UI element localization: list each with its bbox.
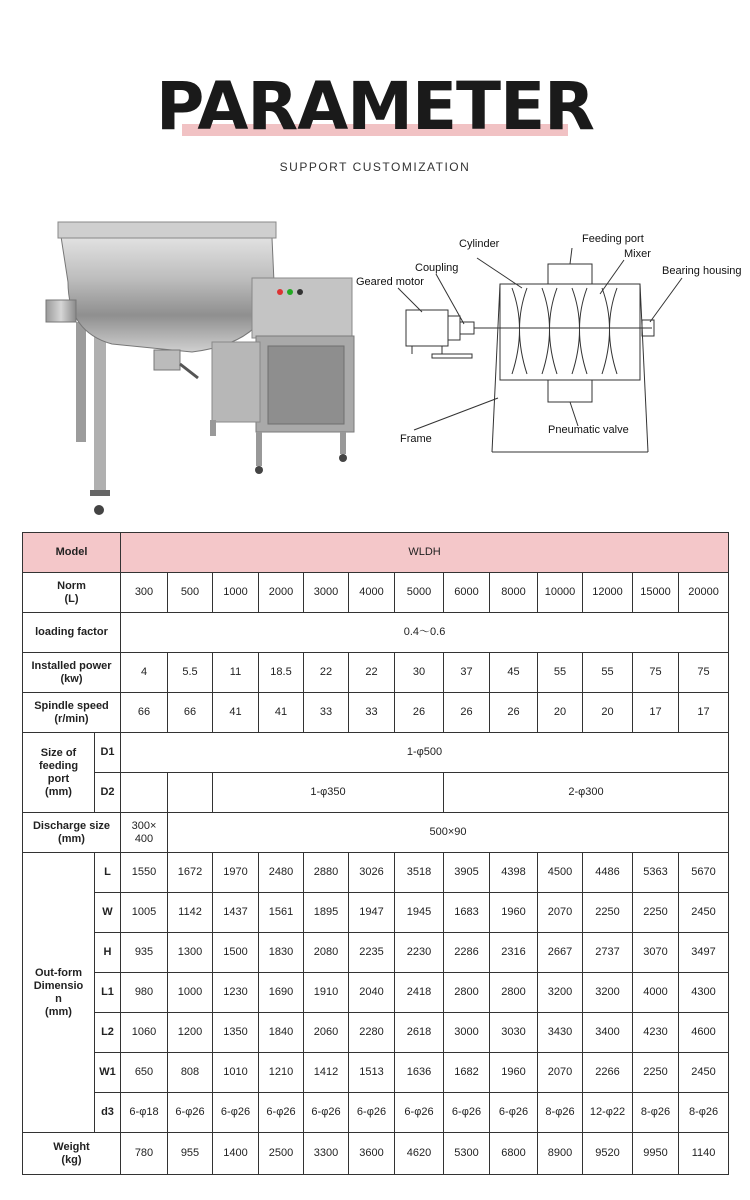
dim-value: 1010 <box>213 1053 259 1093</box>
dim-value: 6-φ26 <box>490 1093 538 1133</box>
dim-value: 2280 <box>349 1013 395 1053</box>
dim-value: 4398 <box>490 853 538 893</box>
dim-value: 2480 <box>259 853 304 893</box>
dim-value: 1350 <box>213 1013 259 1053</box>
dim-value: 1690 <box>259 973 304 1013</box>
dim-value: 1060 <box>121 1013 168 1053</box>
dim-value: 3070 <box>633 933 679 973</box>
dim-value: 2880 <box>304 853 349 893</box>
table-row <box>23 1053 729 1093</box>
power-value: 75 <box>679 653 729 693</box>
dim-value: 4600 <box>679 1013 729 1053</box>
dim-label: L1 <box>95 973 121 1013</box>
dim-value: 1960 <box>490 1053 538 1093</box>
dim-value: 8-φ26 <box>538 1093 583 1133</box>
dim-value: 1005 <box>121 893 168 933</box>
dim-value: 3430 <box>538 1013 583 1053</box>
d2-empty <box>121 773 168 813</box>
hero-section <box>0 0 750 520</box>
dim-label: H <box>95 933 121 973</box>
dim-label: W <box>95 893 121 933</box>
dim-value: 3200 <box>583 973 633 1013</box>
weight-label: Weight (kg) <box>23 1133 121 1175</box>
dim-value: 2450 <box>679 893 729 933</box>
dim-value: 1300 <box>168 933 213 973</box>
speed-value: 66 <box>121 693 168 733</box>
dim-value: 4000 <box>633 973 679 1013</box>
dim-value: 2286 <box>444 933 490 973</box>
dim-value: 3030 <box>490 1013 538 1053</box>
weight-value: 5300 <box>444 1133 490 1175</box>
table-row <box>23 773 729 813</box>
dim-value: 2800 <box>444 973 490 1013</box>
norm-value: 15000 <box>633 573 679 613</box>
dim-value: 1683 <box>444 893 490 933</box>
norm-value: 1000 <box>213 573 259 613</box>
dim-value: 12-φ22 <box>583 1093 633 1133</box>
dim-value: 2070 <box>538 1053 583 1093</box>
dim-value: 3497 <box>679 933 729 973</box>
discharge-label: Discharge size (mm) <box>23 813 121 853</box>
dim-label: L2 <box>95 1013 121 1053</box>
page-title: PARAMETER <box>156 68 594 145</box>
norm-value: 4000 <box>349 573 395 613</box>
dim-value: 8-φ26 <box>633 1093 679 1133</box>
weight-value: 955 <box>168 1133 213 1175</box>
dim-value: 8-φ26 <box>679 1093 729 1133</box>
dim-value: 2266 <box>583 1053 633 1093</box>
dim-label: L <box>95 853 121 893</box>
table-row <box>23 1093 729 1133</box>
power-value: 55 <box>583 653 633 693</box>
spec-table-body <box>23 533 729 1175</box>
power-value: 4 <box>121 653 168 693</box>
table-row <box>23 893 729 933</box>
label-bearing-housing: Bearing housing <box>662 265 742 277</box>
dim-value: 1947 <box>349 893 395 933</box>
dim-value: 1960 <box>490 893 538 933</box>
speed-value: 26 <box>444 693 490 733</box>
table-row <box>23 573 729 613</box>
power-value: 5.5 <box>168 653 213 693</box>
page-subtitle: SUPPORT CUSTOMIZATION <box>279 160 471 174</box>
d1-label: D1 <box>95 733 121 773</box>
norm-value: 10000 <box>538 573 583 613</box>
table-row <box>23 973 729 1013</box>
dim-value: 650 <box>121 1053 168 1093</box>
dim-value: 1210 <box>259 1053 304 1093</box>
dim-value: 1000 <box>168 973 213 1013</box>
weight-value: 1140 <box>679 1133 729 1175</box>
power-value: 75 <box>633 653 679 693</box>
dim-value: 6-φ26 <box>259 1093 304 1133</box>
speed-value: 20 <box>583 693 633 733</box>
dim-value: 808 <box>168 1053 213 1093</box>
dim-value: 2230 <box>395 933 444 973</box>
dim-value: 1500 <box>213 933 259 973</box>
outform-label: Out-form Dimensio n (mm) <box>23 853 95 1133</box>
dim-value: 3400 <box>583 1013 633 1053</box>
speed-value: 41 <box>213 693 259 733</box>
weight-value: 4620 <box>395 1133 444 1175</box>
table-row <box>23 813 729 853</box>
dim-value: 1895 <box>304 893 349 933</box>
norm-label: Norm (L) <box>23 573 121 613</box>
d2-value-b: 2-φ300 <box>444 773 729 813</box>
dim-value: 1970 <box>213 853 259 893</box>
dim-value: 2070 <box>538 893 583 933</box>
table-row <box>23 613 729 653</box>
weight-value: 9520 <box>583 1133 633 1175</box>
speed-value: 41 <box>259 693 304 733</box>
table-row <box>23 653 729 693</box>
power-value: 30 <box>395 653 444 693</box>
norm-value: 5000 <box>395 573 444 613</box>
table-row <box>23 533 729 573</box>
title-wrap <box>0 68 750 145</box>
label-cylinder: Cylinder <box>459 238 500 250</box>
dim-value: 2235 <box>349 933 395 973</box>
weight-value: 780 <box>121 1133 168 1175</box>
d2-label: D2 <box>95 773 121 813</box>
table-row <box>23 1133 729 1175</box>
label-mixer: Mixer <box>624 248 651 260</box>
dim-value: 6-φ26 <box>395 1093 444 1133</box>
table-row <box>23 933 729 973</box>
dim-value: 1230 <box>213 973 259 1013</box>
norm-value: 3000 <box>304 573 349 613</box>
label-pneumatic-valve: Pneumatic valve <box>548 424 629 436</box>
weight-value: 9950 <box>633 1133 679 1175</box>
norm-value: 500 <box>168 573 213 613</box>
power-value: 37 <box>444 653 490 693</box>
dim-value: 1412 <box>304 1053 349 1093</box>
dim-value: 1636 <box>395 1053 444 1093</box>
dim-value: 1200 <box>168 1013 213 1053</box>
discharge-rest: 500×90 <box>168 813 729 853</box>
dim-value: 6-φ26 <box>304 1093 349 1133</box>
d2-value-a: 1-φ350 <box>213 773 444 813</box>
loading-value: 0.4～0.6 <box>121 613 729 653</box>
speed-value: 17 <box>633 693 679 733</box>
norm-value: 12000 <box>583 573 633 613</box>
dim-value: 3200 <box>538 973 583 1013</box>
label-frame: Frame <box>400 433 432 445</box>
dim-value: 5363 <box>633 853 679 893</box>
dim-value: 2250 <box>633 1053 679 1093</box>
dim-value: 1910 <box>304 973 349 1013</box>
dim-value: 2450 <box>679 1053 729 1093</box>
table-row <box>23 1013 729 1053</box>
dim-value: 6-φ26 <box>444 1093 490 1133</box>
dim-value: 2060 <box>304 1013 349 1053</box>
dim-value: 1672 <box>168 853 213 893</box>
dim-value: 2040 <box>349 973 395 1013</box>
dim-value: 2800 <box>490 973 538 1013</box>
power-value: 45 <box>490 653 538 693</box>
dim-value: 935 <box>121 933 168 973</box>
dim-value: 1550 <box>121 853 168 893</box>
dim-value: 1513 <box>349 1053 395 1093</box>
speed-label: Spindle speed (r/min) <box>23 693 121 733</box>
label-geared-motor: Geared motor <box>356 276 424 288</box>
dim-value: 4486 <box>583 853 633 893</box>
dim-value: 2250 <box>583 893 633 933</box>
dim-value: 1561 <box>259 893 304 933</box>
label-feeding-port: Feeding port <box>582 233 644 245</box>
dim-value: 2667 <box>538 933 583 973</box>
speed-value: 26 <box>395 693 444 733</box>
dim-value: 3026 <box>349 853 395 893</box>
speed-value: 20 <box>538 693 583 733</box>
dim-value: 4300 <box>679 973 729 1013</box>
dim-value: 2618 <box>395 1013 444 1053</box>
speed-value: 33 <box>304 693 349 733</box>
dim-value: 1142 <box>168 893 213 933</box>
dim-value: 2250 <box>633 893 679 933</box>
power-value: 22 <box>349 653 395 693</box>
dim-value: 980 <box>121 973 168 1013</box>
weight-value: 3300 <box>304 1133 349 1175</box>
model-value: WLDH <box>121 533 729 573</box>
table-row <box>23 693 729 733</box>
dim-label: d3 <box>95 1093 121 1133</box>
norm-value: 6000 <box>444 573 490 613</box>
label-coupling: Coupling <box>415 262 459 274</box>
dim-value: 2418 <box>395 973 444 1013</box>
weight-value: 8900 <box>538 1133 583 1175</box>
dim-value: 6-φ26 <box>213 1093 259 1133</box>
dim-value: 6-φ18 <box>121 1093 168 1133</box>
dim-value: 3000 <box>444 1013 490 1053</box>
model-label: Model <box>23 533 121 573</box>
power-value: 11 <box>213 653 259 693</box>
dim-value: 6-φ26 <box>349 1093 395 1133</box>
dim-value: 2080 <box>304 933 349 973</box>
table-row <box>23 733 729 773</box>
d1-value: 1-φ500 <box>121 733 729 773</box>
machine-photo <box>42 212 362 522</box>
dim-value: 5670 <box>679 853 729 893</box>
dim-value: 1830 <box>259 933 304 973</box>
dim-value: 3518 <box>395 853 444 893</box>
loading-label: loading factor <box>23 613 121 653</box>
weight-value: 3600 <box>349 1133 395 1175</box>
spec-table <box>22 532 729 1175</box>
power-value: 18.5 <box>259 653 304 693</box>
discharge-first: 300× 400 <box>121 813 168 853</box>
dim-value: 4500 <box>538 853 583 893</box>
dim-label: W1 <box>95 1053 121 1093</box>
feed-label: Size of feeding port (mm) <box>23 733 95 813</box>
weight-value: 6800 <box>490 1133 538 1175</box>
dim-value: 1840 <box>259 1013 304 1053</box>
speed-value: 26 <box>490 693 538 733</box>
norm-value: 20000 <box>679 573 729 613</box>
table-row <box>23 853 729 893</box>
norm-value: 2000 <box>259 573 304 613</box>
speed-value: 66 <box>168 693 213 733</box>
dim-value: 2316 <box>490 933 538 973</box>
power-label: Installed power (kw) <box>23 653 121 693</box>
dim-value: 6-φ26 <box>168 1093 213 1133</box>
weight-value: 2500 <box>259 1133 304 1175</box>
d2-empty <box>168 773 213 813</box>
power-value: 55 <box>538 653 583 693</box>
dim-value: 3905 <box>444 853 490 893</box>
weight-value: 1400 <box>213 1133 259 1175</box>
norm-value: 300 <box>121 573 168 613</box>
dim-value: 1682 <box>444 1053 490 1093</box>
dim-value: 1437 <box>213 893 259 933</box>
dim-value: 2737 <box>583 933 633 973</box>
dim-value: 1945 <box>395 893 444 933</box>
speed-value: 33 <box>349 693 395 733</box>
dim-value: 4230 <box>633 1013 679 1053</box>
norm-value: 8000 <box>490 573 538 613</box>
power-value: 22 <box>304 653 349 693</box>
speed-value: 17 <box>679 693 729 733</box>
